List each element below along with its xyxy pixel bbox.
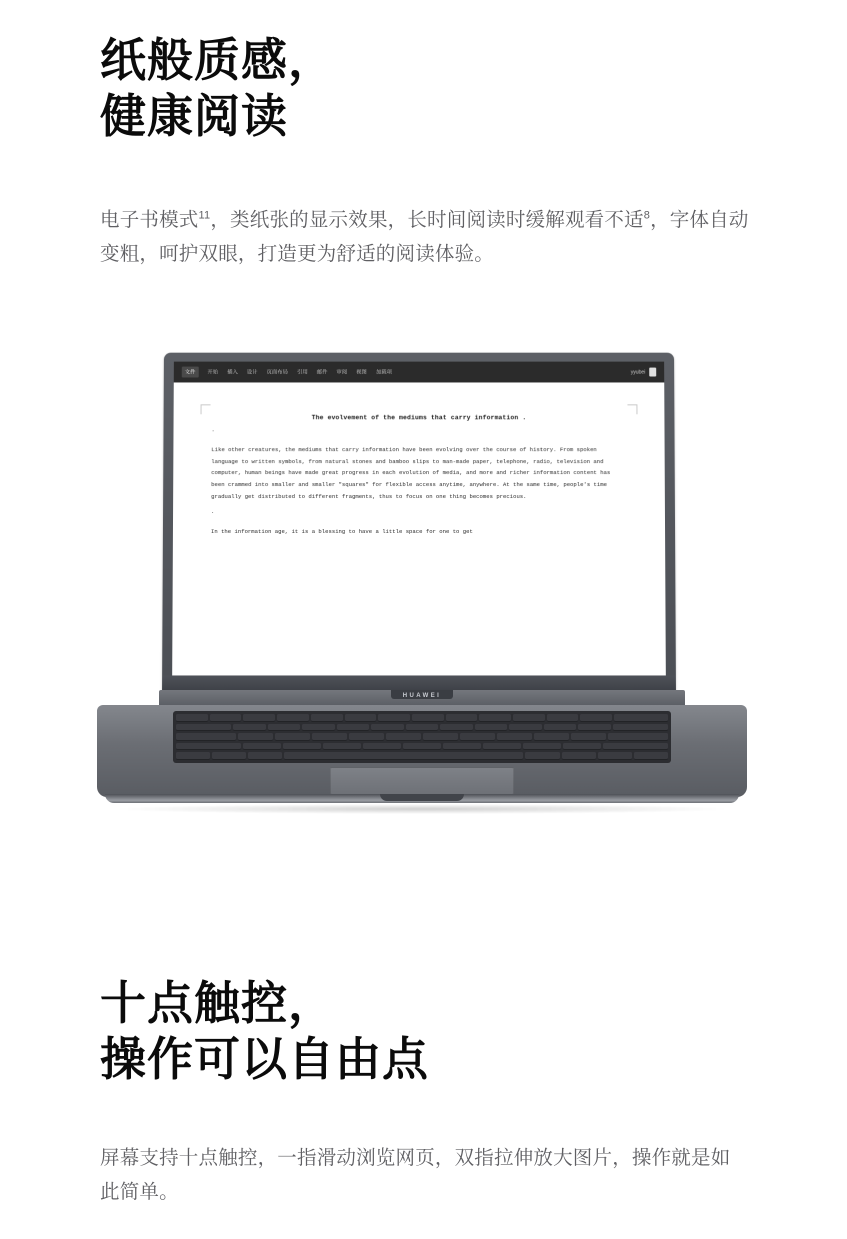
keyboard-row-3 bbox=[176, 733, 668, 741]
key[interactable] bbox=[446, 714, 478, 722]
headline2-line-1: 十点触控， bbox=[100, 977, 335, 1029]
document-paragraph-1: Like other creatures, the mediums that carry information have been evolving over the course of history. From spoken language to written symbols, from natural stones and bamboo slips to man-made paper, telephone, radio, television and computer, human beings have made great progress in each evolution of media, and more and richer information content has been crammed into smaller and smaller "squares" for flexible access anytime, anywhere. At the same time, people's time gradually get distributed to different fragments, thus to focus on one thing becomes precious. bbox=[211, 446, 611, 500]
brand-logo: HUAWEI bbox=[402, 693, 442, 699]
key[interactable] bbox=[176, 724, 231, 732]
section-ebook-copy bbox=[0, 203, 847, 271]
laptop-shadow bbox=[120, 804, 724, 814]
section-touch bbox=[0, 975, 847, 1087]
key[interactable] bbox=[460, 733, 495, 741]
key[interactable] bbox=[523, 743, 561, 751]
section-touch-copy bbox=[0, 1141, 847, 1209]
key[interactable] bbox=[497, 733, 532, 741]
document-paragraph-2: In the information age, it is a blessing to have a little space for one to get bbox=[210, 527, 473, 535]
keyboard-row-1 bbox=[176, 714, 668, 722]
ribbon-tab-mailings[interactable]: 邮件 bbox=[316, 369, 328, 376]
key[interactable] bbox=[544, 724, 577, 732]
footnote-marker-11: 11 bbox=[198, 209, 211, 222]
key[interactable] bbox=[440, 724, 473, 732]
account-name-label: yyubei bbox=[630, 369, 646, 376]
laptop-screen bbox=[172, 362, 666, 676]
ribbon-tab-home[interactable]: 开始 bbox=[207, 369, 219, 376]
laptop-deck-body bbox=[97, 705, 747, 797]
key[interactable] bbox=[371, 724, 404, 732]
ribbon-tab-view[interactable]: 视图 bbox=[356, 369, 367, 376]
ribbon-account-area[interactable] bbox=[631, 368, 656, 377]
key[interactable] bbox=[509, 724, 542, 732]
key[interactable] bbox=[349, 733, 384, 741]
document-bullet-1: . bbox=[211, 426, 215, 434]
body-copy-ebook bbox=[0, 203, 847, 271]
laptop-lid bbox=[162, 353, 676, 693]
key[interactable] bbox=[403, 743, 441, 751]
key[interactable] bbox=[238, 733, 273, 741]
key[interactable] bbox=[176, 714, 208, 722]
key[interactable] bbox=[210, 714, 242, 722]
spacebar-key[interactable] bbox=[284, 752, 523, 760]
key[interactable] bbox=[534, 733, 569, 741]
key[interactable] bbox=[563, 743, 601, 751]
key[interactable] bbox=[275, 733, 310, 741]
key[interactable] bbox=[423, 733, 458, 741]
keyboard[interactable] bbox=[173, 711, 671, 763]
key[interactable] bbox=[614, 714, 668, 722]
key[interactable] bbox=[283, 743, 321, 751]
laptop-deck-top bbox=[159, 690, 685, 706]
key[interactable] bbox=[268, 724, 301, 732]
key[interactable] bbox=[212, 752, 246, 760]
trackpad[interactable] bbox=[330, 767, 514, 795]
key[interactable] bbox=[562, 752, 596, 760]
laptop-base bbox=[97, 690, 747, 812]
key[interactable] bbox=[613, 724, 668, 732]
body-copy-part-1: 电子书模式 bbox=[100, 209, 199, 231]
headline-line-2: 健康阅读 bbox=[100, 90, 288, 143]
key[interactable] bbox=[386, 733, 421, 741]
headline2-line-2: 操作可以自由点 bbox=[100, 1033, 429, 1086]
key[interactable] bbox=[608, 733, 668, 741]
key[interactable] bbox=[302, 724, 335, 732]
key[interactable] bbox=[311, 714, 343, 722]
ribbon-tab-design[interactable]: 设计 bbox=[246, 369, 258, 376]
key[interactable] bbox=[363, 743, 401, 751]
key[interactable] bbox=[483, 743, 521, 751]
key[interactable] bbox=[337, 724, 370, 732]
key[interactable] bbox=[479, 714, 511, 722]
app-ribbon bbox=[174, 362, 664, 383]
footnote-marker-8: 8 bbox=[643, 209, 651, 222]
keyboard-row-5 bbox=[176, 752, 668, 760]
ribbon-tab-file[interactable]: 文件 bbox=[182, 367, 199, 378]
ribbon-tab-references[interactable]: 引用 bbox=[297, 369, 308, 376]
key[interactable] bbox=[406, 724, 439, 732]
key[interactable] bbox=[345, 714, 377, 722]
key[interactable] bbox=[176, 752, 210, 760]
key[interactable] bbox=[571, 733, 606, 741]
ribbon-tab-layout[interactable]: 页面布局 bbox=[266, 369, 289, 376]
body-copy-touch: 屏幕支持十点触控，一指滑动浏览网页，双指拉伸放大图片，操作就是如此简单。 bbox=[100, 1147, 731, 1204]
key[interactable] bbox=[598, 752, 632, 760]
document-bullet-2: . bbox=[211, 507, 215, 515]
page-title bbox=[0, 32, 847, 144]
key[interactable] bbox=[248, 752, 282, 760]
ribbon-tab-review[interactable]: 审阅 bbox=[336, 369, 348, 376]
keyboard-row-4 bbox=[176, 743, 668, 751]
body-copy-part-3: ，字体自动变粗，呵护双眼，打造更为舒适的阅读体验。 bbox=[100, 209, 749, 266]
key[interactable] bbox=[243, 714, 275, 722]
key[interactable] bbox=[176, 733, 236, 741]
document-canvas[interactable] bbox=[172, 382, 666, 675]
headline-line-1: 纸般质感， bbox=[100, 34, 335, 86]
key[interactable] bbox=[513, 714, 545, 722]
key[interactable] bbox=[580, 714, 612, 722]
document-app bbox=[172, 362, 666, 676]
page-title-secondary bbox=[0, 975, 847, 1087]
key[interactable] bbox=[277, 714, 309, 722]
key[interactable] bbox=[233, 724, 266, 732]
document-title: The evolvement of the mediums that carry information . bbox=[311, 414, 527, 422]
key[interactable] bbox=[176, 743, 241, 751]
key[interactable] bbox=[412, 714, 444, 722]
key[interactable] bbox=[443, 743, 481, 751]
laptop-front-notch bbox=[380, 794, 464, 801]
crop-mark-top-right-icon bbox=[627, 404, 637, 414]
key[interactable] bbox=[603, 743, 668, 751]
key[interactable] bbox=[378, 714, 410, 722]
ribbon-tab-addins[interactable]: 加载项 bbox=[375, 369, 393, 376]
keyboard-row-2 bbox=[176, 724, 668, 732]
crop-mark-top-left-icon bbox=[201, 404, 211, 414]
key[interactable] bbox=[243, 743, 281, 751]
key[interactable] bbox=[634, 752, 668, 760]
key[interactable] bbox=[312, 733, 347, 741]
laptop-product-image bbox=[0, 352, 847, 822]
key[interactable] bbox=[547, 714, 579, 722]
ribbon-tab-insert[interactable]: 插入 bbox=[227, 369, 238, 376]
section-ebook-mode bbox=[0, 32, 847, 144]
body-copy-part-2: ，类纸张的显示效果，长时间阅读时缓解观看不适 bbox=[210, 209, 644, 231]
key[interactable] bbox=[475, 724, 508, 732]
key[interactable] bbox=[578, 724, 611, 732]
key[interactable] bbox=[525, 752, 559, 760]
avatar[interactable] bbox=[649, 368, 656, 377]
key[interactable] bbox=[323, 743, 361, 751]
